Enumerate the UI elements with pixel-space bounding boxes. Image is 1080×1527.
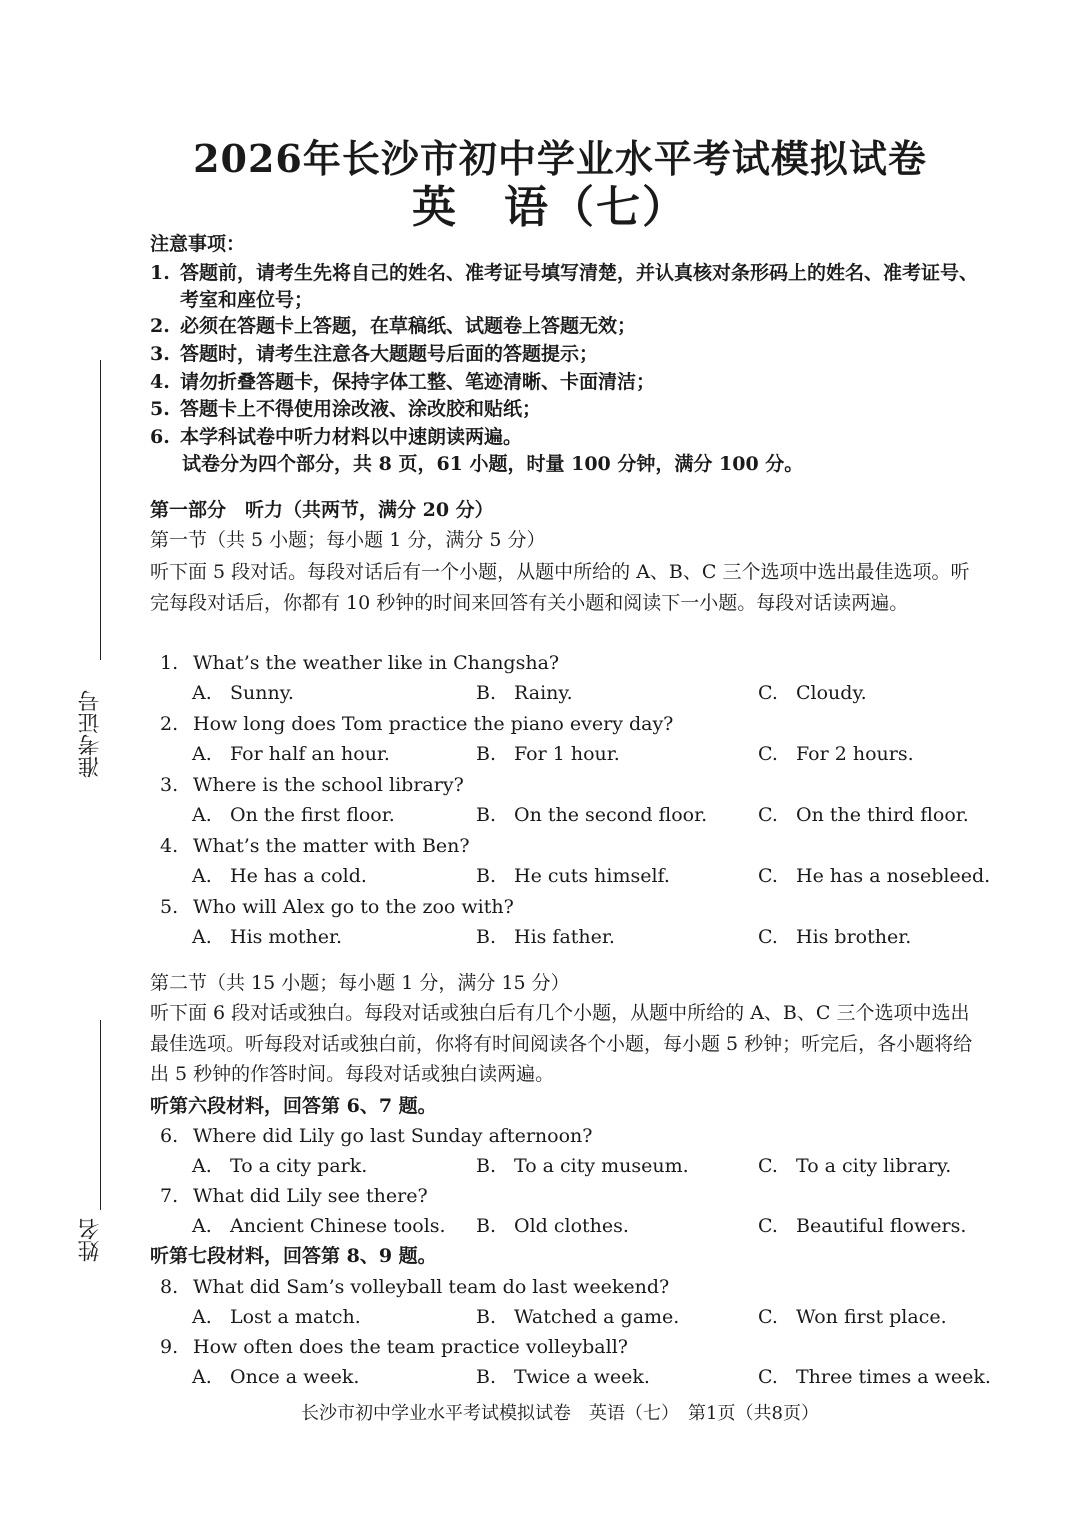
question	[160, 894, 514, 921]
question-number: 9.	[160, 1336, 179, 1358]
option-row	[192, 802, 992, 829]
question-text: Who will Alex go to the zoo with?	[193, 896, 514, 918]
question	[160, 1334, 628, 1361]
question	[160, 772, 464, 799]
question	[160, 711, 673, 738]
option-row	[192, 1213, 992, 1240]
note-item	[150, 341, 980, 368]
option-row	[192, 680, 992, 707]
option-c: C. Beautiful flowers.	[758, 1215, 967, 1237]
note-item	[150, 313, 980, 340]
question-text: What did Lily see there?	[193, 1185, 428, 1207]
option-row	[192, 1153, 992, 1180]
question	[160, 650, 559, 677]
option-b: B. Twice a week.	[476, 1366, 650, 1388]
option-a: A. His mother.	[192, 926, 343, 948]
section2-heading: 第二节（共 15 小题；每小题 1 分，满分 15 分）	[150, 972, 570, 994]
option-a: A. Lost a match.	[192, 1306, 361, 1328]
option-c: C. On the third floor.	[758, 804, 969, 826]
option-b: B. Rainy.	[476, 682, 573, 704]
question-number: 6.	[160, 1125, 179, 1147]
note-number: 4.	[150, 371, 170, 393]
option-row	[192, 1364, 992, 1391]
option-c: C. For 2 hours.	[758, 743, 914, 765]
question-number: 1.	[160, 652, 179, 674]
note-item	[150, 369, 980, 396]
question-text: How often does the team practice volleyball?	[193, 1336, 628, 1358]
question-number: 8.	[160, 1276, 179, 1298]
note-number: 1.	[150, 262, 170, 284]
option-c: C. Won first place.	[758, 1306, 947, 1328]
option-b: B. Watched a game.	[476, 1306, 680, 1328]
note-number: 6.	[150, 426, 170, 448]
note-number: 5.	[150, 398, 170, 420]
question-number: 3.	[160, 774, 179, 796]
option-c: C. To a city library.	[758, 1155, 952, 1177]
note-text: 本学科试卷中听力材料以中速朗读两遍。	[180, 426, 523, 448]
option-a: A. To a city park.	[192, 1155, 368, 1177]
question	[160, 1183, 428, 1210]
name-line	[100, 1020, 101, 1210]
option-b: B. On the second floor.	[476, 804, 708, 826]
option-row	[192, 1304, 992, 1331]
option-a: A. For half an hour.	[192, 743, 390, 765]
option-a: A. Once a week.	[192, 1366, 360, 1388]
question-number: 4.	[160, 835, 179, 857]
note-item	[150, 260, 980, 314]
note-item	[150, 424, 980, 451]
question-text: How long does Tom practice the piano every day?	[193, 713, 674, 735]
section2-instruction: 听下面 6 段对话或独白。每段对话或独白后有几个小题，从题中所给的 A、B、C 三个选项中选出最佳选项。听每段对话或独白前，你将有时间阅读各个小题，每小题 5 秒钟；听完后，各小题将给出 5 秒钟的作答时间。每段对话或独白读两遍。	[150, 1002, 973, 1085]
question-number: 7.	[160, 1185, 179, 1207]
note-text: 答题前，请考生先将自己的姓名、准考证号填写清楚，并认真核对条形码上的姓名、准考证号、考室和座位号；	[180, 262, 979, 311]
option-b: B. His father.	[476, 926, 615, 948]
note-text: 请勿折叠答题卡，保持字体工整、笔迹清晰、卡面清洁；	[180, 371, 656, 393]
note-text: 必须在答题卡上答题，在草稿纸、试题卷上答题无效；	[180, 315, 637, 337]
option-c: C. He has a nosebleed.	[758, 865, 991, 887]
section1-heading: 第一节（共 5 小题；每小题 1 分，满分 5 分）	[150, 529, 546, 551]
subject-title: 英 语（七）	[412, 182, 688, 233]
section1-instruction: 听下面 5 段对话。每段对话后有一个小题，从题中所给的 A、B、C 三个选项中选出最佳选项。听完每段对话后，你都有 10 秒钟的时间来回答有关小题和阅读下一小题。每段对话读两遍。	[150, 561, 970, 614]
option-c: C. His brother.	[758, 926, 912, 948]
option-c: C. Cloudy.	[758, 682, 867, 704]
part1-heading: 第一部分 听力（共两节，满分 20 分）	[150, 499, 494, 521]
option-b: B. To a city museum.	[476, 1155, 689, 1177]
option-a: A. Sunny.	[192, 682, 294, 704]
exam-number-line	[100, 360, 101, 660]
question	[160, 833, 470, 860]
name-label: 姓名	[78, 1218, 103, 1262]
option-b: B. For 1 hour.	[476, 743, 620, 765]
note-item	[150, 396, 980, 423]
material6-heading: 听第六段材料，回答第 6、7 题。	[150, 1095, 437, 1117]
question-text: What did Sam’s volleyball team do last weekend?	[193, 1276, 670, 1298]
question-text: What’s the matter with Ben?	[193, 835, 470, 857]
option-b: B. He cuts himself.	[476, 865, 670, 887]
option-c: C. Three times a week.	[758, 1366, 991, 1388]
question	[160, 1274, 669, 1301]
note-number: 2.	[150, 315, 170, 337]
exam-summary: 试卷分为四个部分，共 8 页，61 小题，时量 100 分钟，满分 100 分。	[182, 453, 804, 475]
question-number: 5.	[160, 896, 179, 918]
exam-number-label: 准考证号	[78, 690, 103, 778]
notes-heading: 注意事项：	[150, 233, 246, 255]
note-text: 答题时，请考生注意各大题题号后面的答题提示；	[180, 343, 599, 365]
question-text: Where did Lily go last Sunday afternoon?	[193, 1125, 593, 1147]
material7-heading: 听第七段材料，回答第 8、9 题。	[150, 1245, 437, 1267]
question	[160, 1123, 592, 1150]
option-a: A. He has a cold.	[192, 865, 367, 887]
question-text: What’s the weather like in Changsha?	[193, 652, 560, 674]
exam-title: 2026年长沙市初中学业水平考试模拟试卷	[193, 136, 927, 181]
option-row	[192, 924, 992, 951]
option-row	[192, 741, 992, 768]
note-number: 3.	[150, 343, 170, 365]
question-number: 2.	[160, 713, 179, 735]
option-a: A. On the first floor.	[192, 804, 395, 826]
page-footer: 长沙市初中学业水平考试模拟试卷 英语（七） 第1页（共8页）	[301, 1403, 819, 1424]
note-text: 答题卡上不得使用涂改液、涂改胶和贴纸；	[180, 398, 542, 420]
option-b: B. Old clothes.	[476, 1215, 629, 1237]
question-text: Where is the school library?	[193, 774, 464, 796]
option-row	[192, 863, 992, 890]
option-a: A. Ancient Chinese tools.	[192, 1215, 446, 1237]
